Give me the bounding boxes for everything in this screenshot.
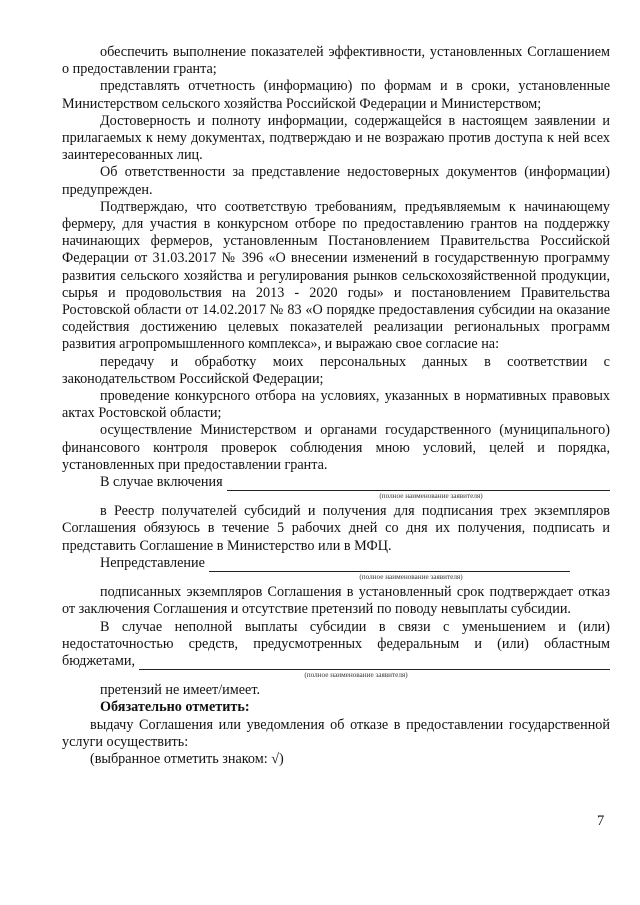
non-submission-label: Непредставление <box>100 554 205 571</box>
non-submission-line <box>62 555 570 572</box>
page-number: 7 <box>597 813 605 829</box>
applicant-name-caption-2: (полное наименование заявителя) <box>359 573 463 582</box>
paragraph-issuance: выдачу Соглашения или уведомления об отказе в предоставлении государственной услуги осуществить: <box>62 716 610 750</box>
paragraph-requirements-confirmation: Подтверждаю, что соответствую требованиям, предъявляемым к начинающему фермеру, для участия в конкурсном отборе по предоставлению грантов на поддержку начинающих фермеров, установленным Постановлением Правительства Российской Федерации от 31.03.2017 № 396 «О внесении изменений в государственную программу развития сельского хозяйства и регулирования рынков сельскохозяйственной продукции, сырья и продовольствия на 2013 - 2020 годы» и постановлением Правительства Ростовской области от 14.02.2017 № 83 «О порядке предоставления субсидии на оказание содействия достижению целевых показателей реализации региональных программ развития агропромышленного комплекса», и выражаю свое согласие на: <box>62 198 610 353</box>
paragraph-competition-conditions: проведение конкурсного отбора на условиях, указанных в нормативных правовых актах Ростовской области; <box>62 388 610 422</box>
inclusion-label: В случае включения <box>100 474 223 491</box>
paragraph-mandatory-mark: Обязательно отметить: <box>100 699 250 716</box>
paragraph-reporting: представлять отчетность (информацию) по формам и в сроки, установленные Министерством сельского хозяйства Российской Федерации и Министерством; <box>62 78 610 112</box>
paragraph-registry-obligation: в Реестр получателей субсидий и получения для подписания трех экземпляров Соглашения обязуюсь в течение 5 рабочих дней со дня их получения, подписать и представить Соглашение в Министерство или в МФЦ. <box>62 503 610 554</box>
budgets-line <box>62 653 610 670</box>
paragraph-responsibility-warning: Об ответственности за представление недостоверных документов (информации) предупрежден. <box>62 164 610 198</box>
paragraph-claims: претензий не имеет/имеет. <box>100 682 260 699</box>
applicant-name-field-3[interactable] <box>139 656 610 670</box>
paragraph-financial-control: осуществление Министерством и органами государственного (муниципального) финансового контроля проверок соблюдения мною условий, целей и порядка, установленных при предоставлении гранта. <box>62 422 610 473</box>
paragraph-partial-payment: В случае неполной выплаты субсидии в связи с уменьшением и (или) недостаточностью средств, предусмотренных федеральным и (или) областным <box>62 618 610 652</box>
paragraph-personal-data-consent: передачу и обработку моих персональных данных в соответствии с законодательством Российской Федерации; <box>62 353 610 387</box>
applicant-name-field-1[interactable] <box>227 477 610 491</box>
paragraph-mark-instruction: (выбранное отметить знаком: √) <box>90 750 284 767</box>
inclusion-line <box>62 474 610 491</box>
budgets-label: бюджетами, <box>62 652 136 669</box>
applicant-name-field-2[interactable] <box>209 558 570 572</box>
paragraph-refusal-confirmation: подписанных экземпляров Соглашения в установленный срок подтверждает отказ от заключения Соглашения и отсутствие претензий по поводу невыплаты субсидии. <box>62 584 610 618</box>
applicant-name-caption-1: (полное наименование заявителя) <box>379 492 483 501</box>
applicant-name-caption-3: (полное наименование заявителя) <box>304 671 408 680</box>
paragraph-accuracy-confirmation: Достоверность и полноту информации, содержащейся в настоящем заявлении и прилагаемых к нему документах, подтверждаю и не возражаю против доступа к ней всех заинтересованных лиц. <box>62 112 610 164</box>
document-page <box>62 44 610 768</box>
paragraph-performance-indicators: обеспечить выполнение показателей эффективности, установленных Соглашением о предоставлении гранта; <box>62 44 610 78</box>
